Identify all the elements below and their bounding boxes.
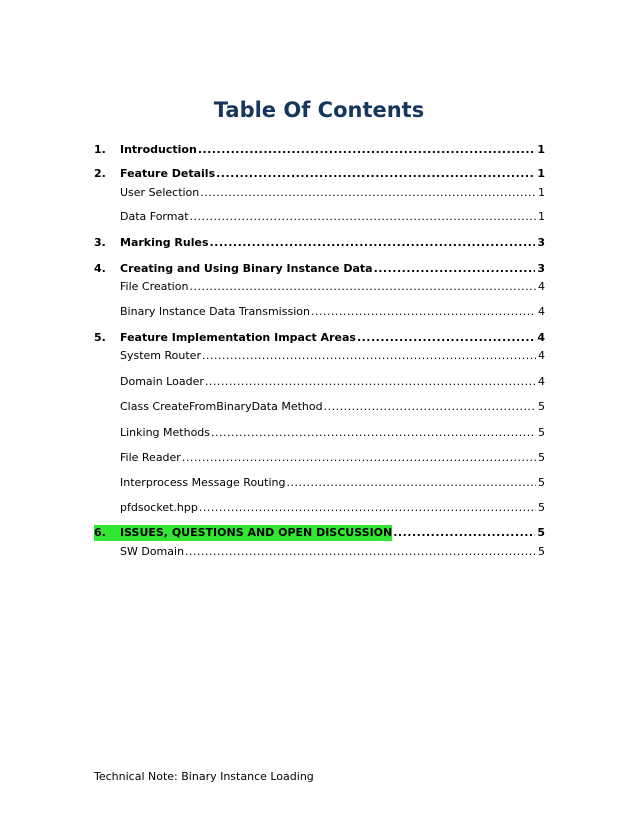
toc-entry-number: 2. (94, 167, 106, 180)
toc-entry-pfdsocket-hpp[interactable] (94, 500, 545, 516)
toc-entry-page: 4 (538, 375, 545, 388)
toc-entry-page: 5 (537, 526, 545, 539)
toc-entry-feature-implementation-impact-areas[interactable] (94, 330, 545, 346)
toc-entry-file-creation[interactable] (94, 279, 545, 295)
dot-leader (200, 185, 536, 201)
toc-entry-title: Binary Instance Data Transmission (120, 305, 310, 318)
toc-entry-page: 5 (538, 476, 545, 489)
dot-leader (202, 348, 536, 364)
dot-leader (357, 330, 535, 346)
toc-entry-page: 1 (537, 167, 545, 180)
dot-leader (189, 279, 536, 295)
toc-entry-title: Feature Details (120, 167, 216, 180)
toc-entry-title: File Reader (120, 451, 181, 464)
dot-leader (198, 142, 536, 158)
toc-entry-page: 4 (538, 305, 545, 318)
toc-entry-user-selection[interactable] (94, 185, 545, 201)
toc-entry-title: Linking Methods (120, 426, 211, 439)
toc-entry-title: Class CreateFromBinaryData Method (120, 400, 323, 413)
page-title: Table Of Contents (213, 98, 425, 122)
toc-entry-title: Data Format (120, 210, 189, 223)
toc-entry-feature-details[interactable] (94, 166, 545, 182)
toc-entry-number: 6. (94, 525, 120, 541)
dot-leader (185, 544, 536, 560)
toc-entry-page: 3 (537, 236, 545, 249)
toc-entry-page: 3 (537, 262, 545, 275)
toc-entry-title: Interprocess Message Routing (120, 476, 286, 489)
toc-entry-number: 1. (94, 143, 106, 156)
toc-entry-page: 5 (538, 451, 545, 464)
toc-entry-page: 1 (538, 186, 545, 199)
toc-entry-marking-rules[interactable] (94, 235, 545, 251)
toc-entry-page: 1 (538, 210, 545, 223)
toc-entry-interprocess-message-routing[interactable] (94, 475, 545, 491)
toc-entry-number: 4. (94, 262, 106, 275)
dot-leader (374, 261, 536, 277)
toc-entry-class-createfrombinarydata-method[interactable] (94, 399, 545, 415)
toc-entry-page: 1 (537, 143, 545, 156)
toc-entry-page: 5 (538, 400, 545, 413)
dot-leader (216, 166, 535, 182)
toc-entry-domain-loader[interactable] (94, 374, 545, 390)
toc-entry-title: Domain Loader (120, 375, 204, 388)
dot-leader (211, 425, 536, 441)
page-footer: Technical Note: Binary Instance Loading (94, 770, 314, 783)
toc-entry-title: Introduction (120, 143, 197, 156)
dot-leader (182, 450, 536, 466)
toc-entry-page: 4 (538, 349, 545, 362)
toc-entry-file-reader[interactable] (94, 450, 545, 466)
toc-entry-page: 5 (538, 545, 545, 558)
toc-entry-page: 5 (538, 501, 545, 514)
toc-entry-title: SW Domain (120, 545, 185, 558)
toc-entry-page: 4 (538, 280, 545, 293)
toc-entry-system-router[interactable] (94, 348, 545, 364)
dot-leader (210, 235, 536, 251)
toc-entry-page: 4 (537, 331, 545, 344)
toc-entry-title: ISSUES, QUESTIONS AND OPEN DISCUSSION (120, 526, 393, 539)
dot-leader (311, 304, 536, 320)
dot-leader (286, 475, 536, 491)
toc-entry-data-format[interactable] (94, 209, 545, 225)
toc-entry-issues-questions-open-discussion[interactable] (94, 525, 545, 541)
toc-entry-title: Creating and Using Binary Instance Data (120, 262, 373, 275)
toc-entry-introduction[interactable] (94, 142, 545, 158)
toc-entry-sw-domain[interactable] (94, 544, 545, 560)
dot-leader (190, 209, 536, 225)
toc-entry-title: File Creation (120, 280, 189, 293)
toc-entry-number: 3. (94, 236, 106, 249)
toc-entry-title: User Selection (120, 186, 200, 199)
toc-entry-number: 5. (94, 331, 106, 344)
dot-leader (205, 374, 536, 390)
toc-entry-title: System Router (120, 349, 201, 362)
dot-leader (199, 500, 536, 516)
dot-leader (324, 399, 536, 415)
dot-leader (393, 525, 535, 541)
toc-entry-title: Feature Implementation Impact Areas (120, 331, 356, 344)
toc-entry-title: Marking Rules (120, 236, 209, 249)
toc-entry-creating-binary-instance-data[interactable] (94, 261, 545, 277)
toc-entry-page: 5 (538, 426, 545, 439)
toc-entry-title: pfdsocket.hpp (120, 501, 198, 514)
toc-entry-binary-instance-data-transmission[interactable] (94, 304, 545, 320)
toc-entry-linking-methods[interactable] (94, 425, 545, 441)
